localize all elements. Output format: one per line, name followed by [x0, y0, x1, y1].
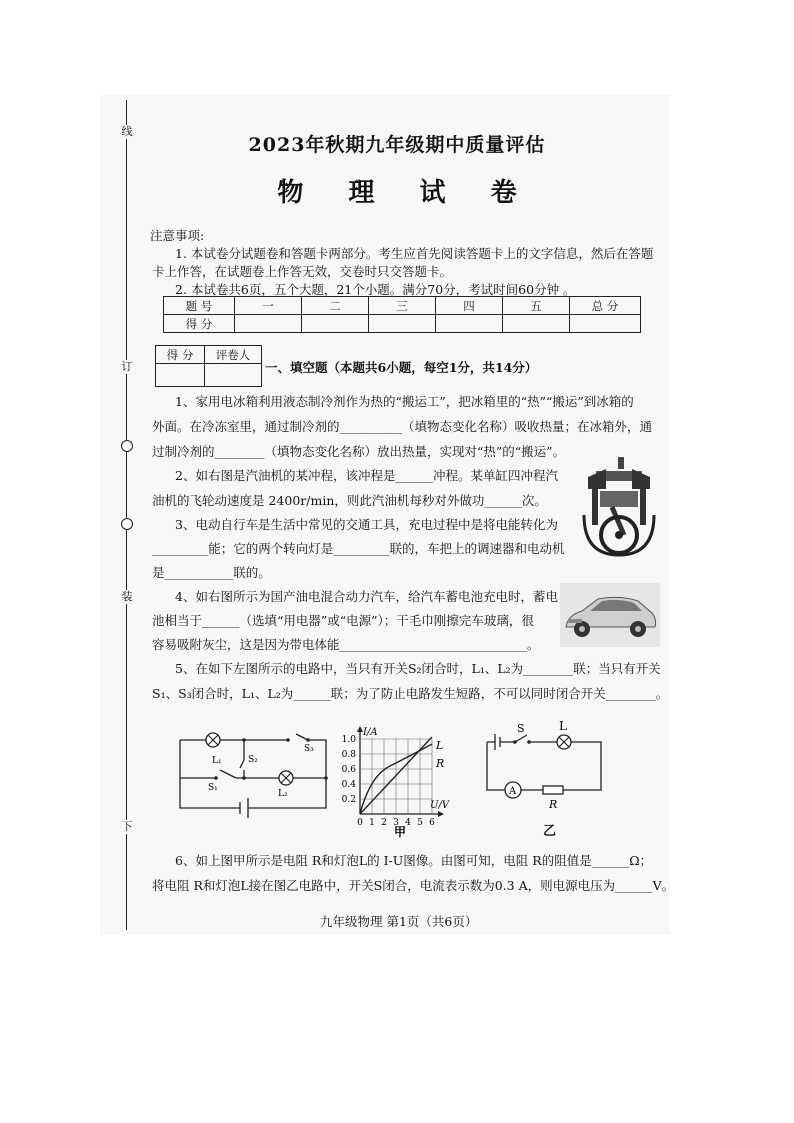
- iu-graph: [330, 722, 448, 838]
- label-L: L: [559, 719, 567, 733]
- lamp-L2-icon: [279, 771, 293, 785]
- score-table: [163, 296, 641, 333]
- grader-box: [155, 345, 262, 387]
- q6-line-1: 6、如上图甲所示是电阻 R和灯泡L的 I-U图像。由图可知，电阻 R的阻值是______Ω；: [175, 853, 653, 868]
- notice-item-1a: 1. 本试卷分试题卷和答题卡两部分。考生应首先阅读答题卡上的文字信息，然后在答题: [175, 246, 654, 261]
- x-tick-label: 1: [369, 818, 375, 828]
- x-tick-label: 0: [357, 818, 363, 828]
- label-L2: L₂: [278, 789, 288, 799]
- x-tick-label: 6: [429, 818, 435, 828]
- curve-L-label: L: [436, 739, 444, 752]
- notice-item-1b: 卡上作答，在试题卷上作答无效，交卷时只交答题卡。: [152, 264, 453, 279]
- y-tick-labels: [342, 735, 357, 805]
- grader-name-label: 评卷人: [205, 346, 262, 364]
- notice-item-2: 2. 本试卷共6页，五个大题，21个小题。满分70分，考试时间60分钟 。: [175, 282, 576, 297]
- score-header-cell: 总 分: [570, 297, 641, 315]
- binding-char-ding: 订: [121, 360, 133, 373]
- exam-title: 2023年秋期九年级期中质量评估: [248, 134, 546, 156]
- binding-hole: [121, 440, 133, 452]
- circuit-right-caption: 乙: [543, 824, 557, 839]
- exam-subtitle: 物 理 试 卷: [277, 178, 535, 208]
- label-S3: S₃: [304, 744, 314, 754]
- q1-line-1: 1、家用电冰箱利用液态制冷剂作为热的“搬运工”，把冰箱里的“热”“搬运”到冰箱的: [175, 394, 634, 409]
- notice-heading: 注意事项:: [150, 228, 205, 243]
- engine-cylinder-illustration: [578, 455, 660, 557]
- lamp-L1-icon: [206, 733, 220, 747]
- graph-caption: 甲: [394, 825, 407, 839]
- lamp-L-icon: [557, 735, 571, 749]
- q5-line-1: 5、在如下左图所示的电路中，当只有开关S₂闭合时，L₁、L₂为________联；当只有开关: [175, 661, 661, 676]
- graph-xlabel: U/V: [430, 800, 450, 811]
- q4-line-1: 4、如右图所示为国产油电混合动力汽车，给汽车蓄电池充电时，蓄电: [175, 589, 558, 604]
- q4-line-2: 池相当于______（选填“用电器”或“电源”）；干毛巾刚擦完车玻璃，很: [152, 613, 534, 628]
- score-header-cell: 题 号: [164, 297, 235, 315]
- x-tick-label: 5: [417, 818, 423, 828]
- section-1-heading: 一、填空题（本题共6小题，每空1分，共14分）: [265, 360, 538, 375]
- hybrid-car-illustration: [560, 583, 660, 647]
- score-row-label: 得 分: [164, 315, 235, 333]
- binding-hole: [121, 518, 133, 530]
- score-header-cell: 三: [369, 297, 436, 315]
- page-footer: 九年级物理 第1页（共6页）: [320, 914, 478, 929]
- score-cell: [436, 315, 503, 333]
- circuit-diagram-left: [178, 730, 328, 820]
- y-tick-label: 0.4: [341, 780, 356, 790]
- x-tick-label: 3: [393, 818, 399, 828]
- q2-line-1: 2、如右图是汽油机的某冲程，该冲程是______冲程。某单缸四冲程汽: [175, 468, 558, 483]
- x-tick-label: 4: [405, 818, 411, 828]
- label-R: R: [549, 798, 558, 811]
- score-cell: [570, 315, 641, 333]
- grader-score-label: 得 分: [156, 346, 205, 364]
- q1-line-3: 过制冷剂的________（填物态变化名称）放出热量，实现对“热”的“搬运”。: [152, 444, 566, 459]
- q4-line-3: 容易吸附灰尘，这是因为带电体能______________________________。: [152, 637, 540, 652]
- graph-ylabel: I/A: [363, 727, 378, 738]
- score-header-cell: 一: [235, 297, 302, 315]
- score-cell: [369, 315, 436, 333]
- score-cell: [302, 315, 369, 333]
- curve-R-label: R: [436, 757, 445, 770]
- y-tick-label: 0.8: [341, 750, 356, 760]
- q2-line-2: 油机的飞轮动速度是 2400r/min，则此汽油机每秒对外做功______次。: [152, 493, 547, 508]
- x-tick-label: 2: [381, 818, 387, 828]
- label-S: S: [517, 722, 525, 735]
- x-axis-arrow-icon: [438, 811, 444, 817]
- score-header-cell: 五: [503, 297, 570, 315]
- label-L1: L₁: [212, 756, 222, 766]
- q3-line-3: 是___________联的。: [152, 565, 271, 580]
- grader-name-cell: [205, 364, 262, 387]
- circuit-diagram-right: [485, 719, 605, 814]
- binding-char-zhuang: 装: [121, 590, 133, 603]
- y-tick-label: 0.2: [341, 795, 356, 805]
- q5-line-2: S₁、S₃闭合时，L₁、L₂为______联；为了防止电路发生短路，不可以同时闭合开关________。: [152, 686, 669, 701]
- grader-score-cell: [156, 364, 205, 387]
- binding-char-xian: 线: [121, 125, 133, 138]
- q1-line-2: 外面。在冷冻室里，通过制冷剂的__________（填物态变化名称）吸收热量；在冰箱外，通: [152, 419, 653, 434]
- label-S2: S₂: [248, 755, 258, 765]
- score-header-cell: 二: [302, 297, 369, 315]
- binding-line: [126, 100, 127, 930]
- q3-line-1: 3、电动自行车是生活中常见的交通工具，充电过程中是将电能转化为: [175, 517, 558, 532]
- binding-char-xia: 下: [121, 820, 133, 833]
- label-S1: S₁: [208, 783, 218, 793]
- y-tick-label: 0.6: [341, 765, 356, 775]
- score-header-cell: 四: [436, 297, 503, 315]
- q3-line-2: _________能；它的两个转向灯是_________联的，车把上的调速器和电动机: [152, 541, 565, 556]
- score-cell: [503, 315, 570, 333]
- binding-margin: [120, 100, 134, 930]
- label-A: A: [509, 786, 517, 797]
- y-tick-label: 1.0: [341, 735, 356, 745]
- score-cell: [235, 315, 302, 333]
- resistor-R: [543, 786, 563, 794]
- q6-line-2: 将电阻 R和灯泡L接在图乙电路中，开关S闭合，电流表示数为0.3 A，则电源电压为______V。: [152, 878, 675, 893]
